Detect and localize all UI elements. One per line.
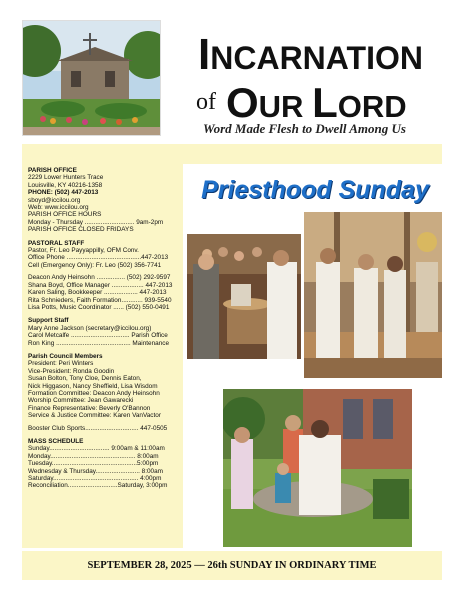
schedule-line: Monday................................................ 8:00am: [28, 452, 159, 460]
section-heading: PASTORAL STAFF: [28, 239, 85, 247]
schedule-line: Wednesday & Thursday......................... 8:00am: [28, 467, 163, 475]
photo-outdoor-blessing: [223, 389, 412, 547]
pastoral-staff-section: [28, 240, 177, 312]
staff-line: Karen Saling, Bookkeeper ................... 447-2013: [28, 289, 167, 297]
booster-line: Booster Club Sports.............................. 447-0505: [28, 424, 168, 432]
parish-office-section: [28, 167, 177, 234]
email-link[interactable]: sboyd@iccilou.org: [28, 196, 81, 204]
tagline: Word Made Flesh to Dwell Among Us: [203, 121, 406, 136]
schedule-line: Sunday.................................. 9:00am & 11:00am: [28, 445, 165, 453]
title-our-lord: OUR LORD: [226, 79, 407, 126]
section-heading: Parish Council Members: [28, 352, 103, 360]
staff-line: Mary Anne Jackson (secretary@iccilou.org): [28, 324, 152, 332]
support-staff-section: [28, 317, 177, 347]
title-of: of: [196, 89, 216, 115]
council-line: Susan Bolton, Tony Cloe, Dennis Eaton,: [28, 375, 142, 383]
title-incarnation: INCARNATION: [198, 30, 423, 79]
footer-date-banner: SEPTEMBER 28, 2025 — 26th SUNDAY IN ORDINARY TIME: [22, 551, 442, 580]
council-line: Vice-President: Ronda Goodin: [28, 367, 115, 375]
header-band: [22, 144, 442, 164]
info-line: PARISH OFFICE HOURS: [28, 211, 102, 219]
staff-line: Office Phone ..........................................447-2013: [28, 254, 169, 262]
mass-schedule-section: [28, 438, 177, 490]
council-line: Formation Committee: Deacon Andy Heinsohn: [28, 389, 160, 397]
address-line: Louisville, KY 40216-1358: [28, 181, 103, 189]
staff-line: Cell (Emergency Only): Fr. Leo (502) 356-7741: [28, 261, 162, 269]
section-heading: Support Staff: [28, 317, 69, 325]
staff-line: Pastor, Fr. Leo Payyappilly, OFM Conv.: [28, 247, 139, 255]
staff-line: Lisa Potts, Music Coordinator ...... (502) 550-0491: [28, 303, 170, 311]
sidebar: [22, 164, 183, 548]
council-line: President: Peri Winters: [28, 360, 94, 368]
section-heading: PARISH OFFICE: [28, 167, 77, 174]
parish-council-section: [28, 353, 177, 432]
staff-line: Deacon Andy Heinsohn ................ (502) 292-9597: [28, 274, 171, 282]
info-line: PARISH OFFICE CLOSED FRIDAYS: [28, 226, 134, 234]
staff-line: Shana Boyd, Office Manager .................. 447-2013: [28, 281, 173, 289]
info-line: Monday - Thursday ............................ 9am-2pm: [28, 218, 164, 226]
council-line: Service & Justice Committee: Karen VanVactor: [28, 412, 161, 420]
photo-priests-altar: [304, 212, 442, 378]
council-line: Finance Representative: Beverly O'Bannon: [28, 404, 151, 412]
website-link[interactable]: Web: www.iccilou.org: [28, 204, 89, 212]
phone-line: PHONE: (502) 447-2013: [28, 189, 99, 197]
staff-line: Ron King .......................................... Maintenance: [28, 339, 170, 347]
photo-altar-blessing: [187, 234, 301, 359]
priesthood-sunday-title: Priesthood Sunday: [201, 176, 429, 204]
section-heading: MASS SCHEDULE: [28, 438, 84, 445]
schedule-line: Saturday................................................ 4:00pm: [28, 475, 162, 483]
council-line: Nick Higgason, Nancy Sheffield, Lisa Wisdom: [28, 382, 158, 390]
staff-line: Carol Metcalfe ................................. Parish Office: [28, 332, 168, 340]
staff-line: Rita Schnieders, Faith Formation............ 939-5540: [28, 296, 172, 304]
schedule-line: Tuesday................................................5:00pm: [28, 460, 159, 468]
church-photo: [22, 20, 161, 136]
council-line: Worship Committee: Jean Gawarecki: [28, 397, 134, 405]
address-line: 2229 Lower Hunters Trace: [28, 174, 104, 182]
schedule-line: Reconciliation............................Saturday, 3:00pm: [28, 482, 168, 490]
